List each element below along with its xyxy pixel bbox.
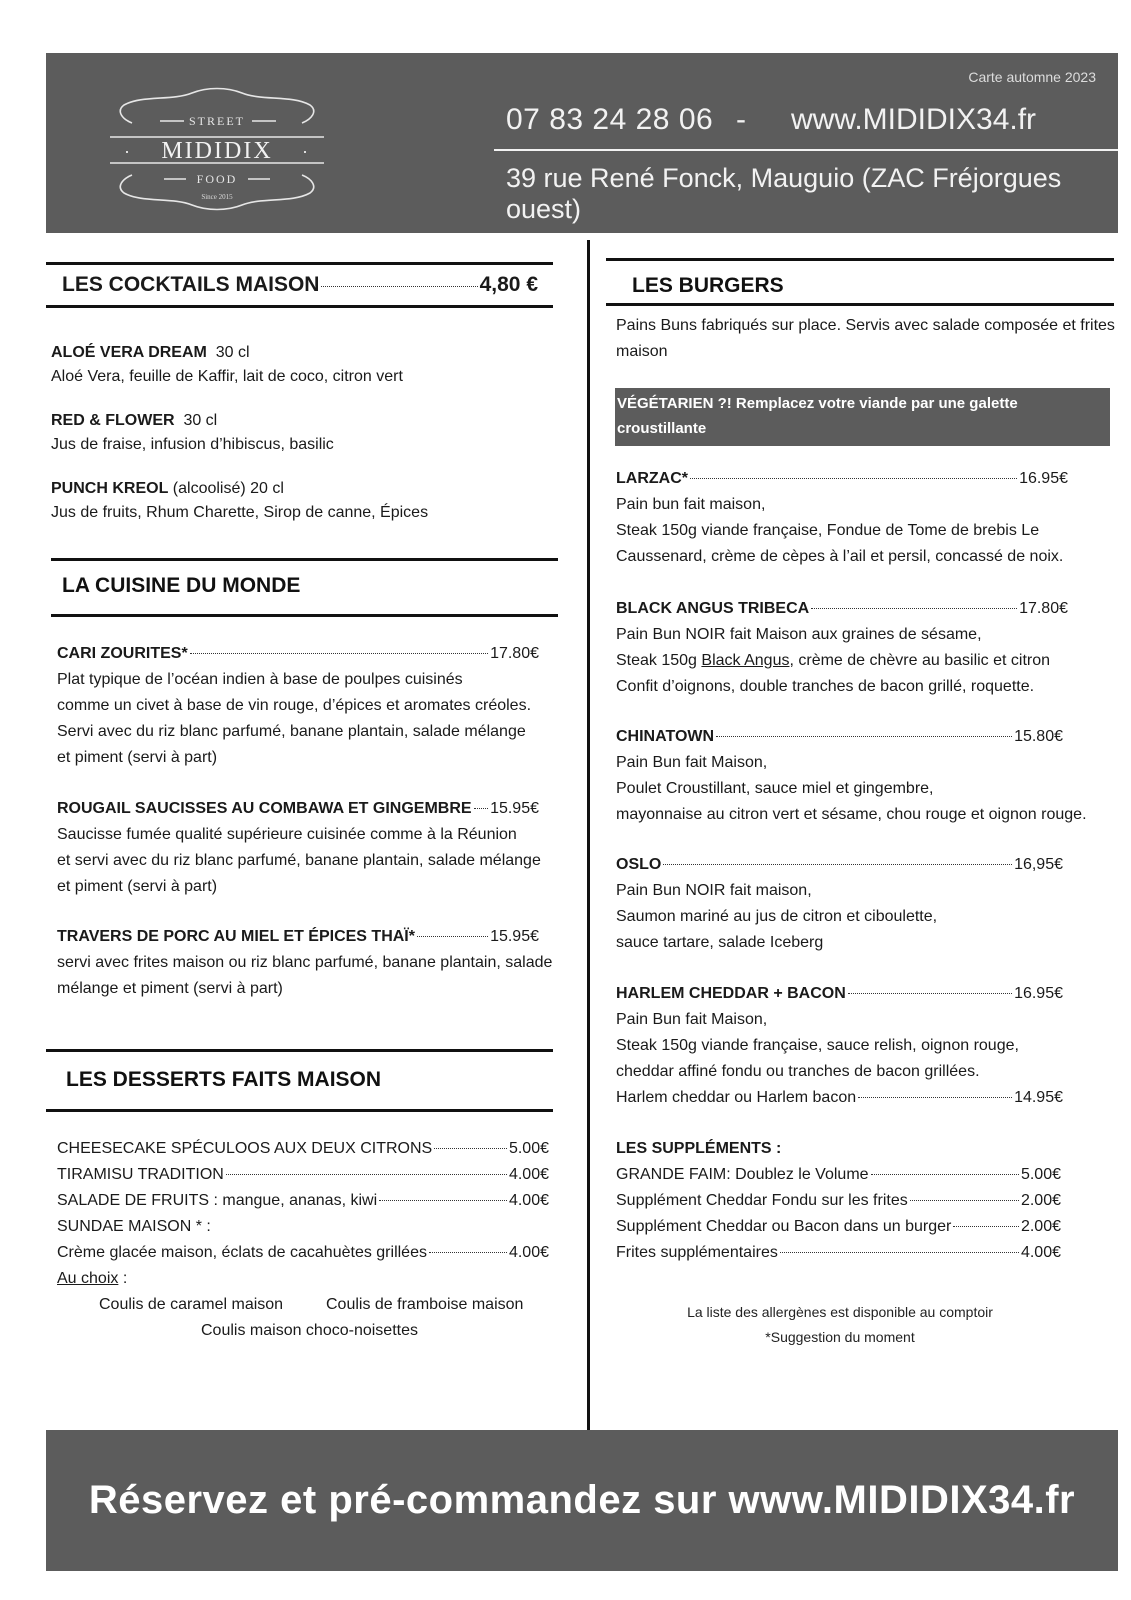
coulis-option: Coulis de caramel maison (99, 1296, 284, 1313)
column-divider (587, 240, 590, 1432)
burger-leader (716, 736, 1012, 737)
supplement-name: Supplément Cheddar ou Bacon dans un burger (616, 1218, 952, 1235)
dessert-price: 5.00€ (508, 1140, 549, 1157)
cuisine-item-row (57, 796, 539, 822)
logo-food-text: FOOD (196, 172, 238, 186)
burger-name: OSLO (616, 856, 662, 873)
burger-price: 15.80€ (1014, 728, 1063, 745)
cocktail-item (51, 340, 250, 366)
dish-desc-line: comme un civet à base de vin rouge, d’épices et aromates créoles. (57, 697, 532, 714)
website-link[interactable]: www.MIDIDIX34.fr (791, 103, 1037, 136)
dessert-name: SALADE DE FRUITS : mangue, ananas, kiwi (57, 1192, 378, 1209)
dessert-price: 4.00€ (508, 1166, 549, 1183)
supplement-price: 2.00€ (1020, 1192, 1061, 1209)
burger-price: 16.95€ (1019, 470, 1068, 487)
header-banner (46, 53, 1118, 233)
dish-name: CARI ZOURITES* (57, 645, 188, 662)
coulis-option: Coulis de framboise maison (326, 1296, 524, 1313)
desserts-top-rule (46, 1049, 553, 1052)
dessert-row (57, 1188, 549, 1214)
cocktail-desc: Jus de fruits, Rhum Charette, Sirop de canne, Épices (51, 504, 429, 521)
burger-desc-line: Steak 150g viande française, Fondue de Tome de brebis Le (616, 522, 1040, 539)
mididix-logo (102, 71, 332, 211)
dessert-row (57, 1136, 549, 1162)
logo-dot-left: · (124, 141, 130, 161)
burgers-title: LES BURGERS (632, 274, 784, 297)
burger-row (616, 852, 1063, 878)
cocktail-size: (alcoolisé) 20 cl (172, 480, 284, 497)
dish-leader (417, 936, 488, 937)
burger-name: CHINATOWN (616, 728, 715, 745)
burger-variant: Harlem cheddar ou Harlem bacon (616, 1089, 857, 1106)
footer-cta[interactable]: Réservez et pré-commandez sur www.MIDIDIX34.fr (88, 1478, 1076, 1522)
dish-desc-line: et servi avec du riz blanc parfumé, banane plantain, salade mélange (57, 852, 541, 869)
dish-price: 17.80€ (490, 645, 539, 662)
burger-name: HARLEM CHEDDAR + BACON (616, 985, 846, 1002)
supplement-row (616, 1188, 1061, 1214)
supplement-leader (871, 1174, 1019, 1175)
supplement-leader (910, 1200, 1019, 1201)
cocktails-top-rule (46, 262, 553, 265)
supplement-leader (953, 1226, 1019, 1227)
cocktail-desc: Jus de fraise, infusion d’hibiscus, basilic (51, 436, 334, 453)
burgers-intro-line: Pains Buns fabriqués sur place. Servis avec salade composée et frites (616, 317, 1115, 334)
dish-leader (474, 808, 489, 809)
burger-name: LARZAC* (616, 470, 688, 487)
burger-row (616, 724, 1063, 750)
burger-price: 16,95€ (1014, 856, 1063, 873)
header-separator: - (736, 103, 746, 136)
dessert-leader (429, 1252, 507, 1253)
suggestion-note: *Suggestion du moment (765, 1329, 915, 1345)
burger-leader (811, 608, 1017, 609)
burger-desc-line: Pain Bun NOIR fait Maison aux graines de sésame, (616, 626, 982, 643)
dish-desc-line: et piment (servi à part) (57, 878, 218, 895)
cocktail-name: ALOÉ VERA DREAM (51, 344, 207, 361)
cocktails-bottom-rule (46, 305, 553, 308)
cocktails-heading (62, 268, 538, 302)
cocktail-size: 30 cl (215, 344, 250, 361)
burger-leader (690, 478, 1017, 479)
cocktail-name: PUNCH KREOL (51, 480, 169, 497)
burger-desc-line: Pain Bun fait Maison, (616, 1011, 768, 1028)
cuisine-top-rule (51, 558, 558, 561)
address: 39 rue René Fonck, Mauguio (ZAC Fréjorgues ouest) (506, 163, 1062, 224)
dessert-name: CHEESECAKE SPÉCULOOS AUX DEUX CITRONS (57, 1140, 433, 1157)
supplement-price: 5.00€ (1020, 1166, 1061, 1183)
burger-row (616, 466, 1068, 492)
dish-price: 15.95€ (490, 928, 539, 945)
burger-desc-line: Saumon mariné au jus de citron et ciboulette, (616, 908, 938, 925)
menu-edition: Carte automne 2023 (968, 69, 1096, 85)
burger-desc-line: sauce tartare, salade Iceberg (616, 934, 824, 951)
burger-desc-line: Pain Bun fait Maison, (616, 754, 768, 771)
choice-colon: : (118, 1270, 128, 1287)
cocktail-item (51, 408, 217, 434)
burger-desc-part: Steak 150g (616, 652, 702, 669)
supplement-row (616, 1162, 1061, 1188)
dessert-price: 4.00€ (508, 1192, 549, 1209)
dessert-leader (434, 1148, 507, 1149)
desserts-title: LES DESSERTS FAITS MAISON (66, 1068, 382, 1091)
choice-label: Au choix (57, 1270, 119, 1287)
dish-desc-line: Saucisse fumée qualité supérieure cuisinée comme à la Réunion (57, 826, 517, 843)
cocktail-item (51, 476, 284, 502)
burger-desc-line: Caussenard, crème de cèpes à l’ail et persil, concassé de noix. (616, 548, 1064, 565)
cocktails-price: 4,80 € (479, 273, 538, 296)
supplements-title: LES SUPPLÉMENTS : (616, 1140, 782, 1157)
cocktail-name: RED & FLOWER (51, 412, 175, 429)
burger-desc-line (616, 648, 1050, 674)
burger-desc-line: Poulet Croustillant, sauce miel et gingembre, (616, 780, 934, 797)
choice-line (57, 1266, 127, 1292)
burger-desc-line: mayonnaise au citron vert et sésame, chou rouge et oignon rouge. (616, 806, 1087, 823)
supplement-price: 4.00€ (1020, 1244, 1061, 1261)
dessert-leader (226, 1174, 507, 1175)
desserts-bottom-rule (46, 1109, 553, 1112)
dish-desc-line: mélange et piment (servi à part) (57, 980, 283, 997)
dish-desc-line: Servi avec du riz blanc parfumé, banane plantain, salade mélange (57, 723, 526, 740)
supplement-row (616, 1240, 1061, 1266)
burger-desc-line: Pain Bun NOIR fait maison, (616, 882, 812, 899)
sundae-title: SUNDAE MAISON * : (57, 1218, 211, 1235)
burger-desc-line: Pain bun fait maison, (616, 496, 766, 513)
dish-desc-line: et piment (servi à part) (57, 749, 218, 766)
burger-desc-part: , crème de chèvre au basilic et citron (789, 652, 1051, 669)
vegetarian-line: (cromesquis céréales, épinard et fromage) (617, 445, 919, 462)
supplement-name: Supplément Cheddar Fondu sur les frites (616, 1192, 908, 1209)
supplement-leader (780, 1252, 1019, 1253)
cocktail-size: 30 cl (183, 412, 218, 429)
burger-leader (858, 1097, 1012, 1098)
burger-leader (848, 993, 1012, 994)
cuisine-item-row (57, 924, 539, 950)
logo-main-text: MIDIDIX (161, 138, 273, 164)
burger-leader (663, 864, 1012, 865)
logo-since-text: Since 2015 (201, 193, 233, 201)
dessert-row (57, 1162, 549, 1188)
burger-desc-line: cheddar affiné fondu ou tranches de bacon grillées. (616, 1063, 980, 1080)
burger-name: BLACK ANGUS TRIBECA (616, 600, 810, 617)
cocktails-title: LES COCKTAILS MAISON (62, 273, 320, 296)
burger-desc-line: Steak 150g viande française, sauce relish, oignon rouge, (616, 1037, 1019, 1054)
dessert-name: TIRAMISU TRADITION (57, 1166, 224, 1183)
supplement-name: Frites supplémentaires (616, 1244, 778, 1261)
burger-row (616, 981, 1063, 1007)
coulis-option: Coulis maison choco-noisettes (201, 1322, 418, 1339)
cuisine-bottom-rule (51, 614, 558, 617)
burger-price: 16.95€ (1014, 985, 1063, 1002)
dish-price: 15.95€ (490, 800, 539, 817)
header-divider (494, 149, 1118, 151)
supplement-row (616, 1214, 1061, 1240)
burger-variant-row (616, 1085, 1063, 1111)
sundae-price: 4.00€ (508, 1244, 549, 1261)
burger-price: 17.80€ (1019, 600, 1068, 617)
logo-dot-right: · (302, 141, 308, 161)
dessert-leader (379, 1200, 507, 1201)
burgers-top-rule (606, 258, 1114, 261)
dish-desc-line: servi avec frites maison ou riz blanc parfumé, banane plantain, salade (57, 954, 553, 971)
dish-name: TRAVERS DE PORC AU MIEL ET ÉPICES THAÏ* (57, 928, 415, 945)
supplement-name: GRANDE FAIM: Doublez le Volume (616, 1166, 869, 1183)
vegetarian-line: VÉGÉTARIEN ?! Remplacez votre viande par une galette croustillante (617, 395, 1018, 437)
black-angus-underlined: Black Angus (701, 652, 790, 669)
sundae-desc: Crème glacée maison, éclats de cacahuètes grillées (57, 1244, 427, 1261)
dish-leader (190, 653, 488, 654)
dish-desc-line: Plat typique de l’océan indien à base de poulpes cuisinés (57, 671, 463, 688)
cuisine-item-row (57, 641, 539, 667)
allergens-note: La liste des allergènes est disponible au comptoir (687, 1304, 993, 1320)
burgers-intro-line: maison (616, 343, 668, 360)
cuisine-title: LA CUISINE DU MONDE (62, 574, 301, 597)
dish-name: ROUGAIL SAUCISSES AU COMBAWA ET GINGEMBRE (57, 800, 472, 817)
burger-variant-price: 14.95€ (1014, 1089, 1063, 1106)
dessert-row (57, 1240, 549, 1266)
vegetarian-banner (615, 388, 1110, 462)
cocktails-leader (321, 286, 477, 287)
logo-street-text: STREET (189, 114, 245, 128)
burger-row (616, 596, 1068, 622)
phone-number[interactable]: 07 83 24 28 06 (506, 103, 714, 136)
cocktail-desc: Aloé Vera, feuille de Kaffir, lait de coco, citron vert (51, 368, 403, 385)
burger-desc-line: Confit d’oignons, double tranches de bacon grillé, roquette. (616, 678, 1035, 695)
supplement-price: 2.00€ (1020, 1218, 1061, 1235)
footer-banner[interactable] (46, 1430, 1118, 1571)
burgers-bottom-rule (606, 303, 1114, 306)
